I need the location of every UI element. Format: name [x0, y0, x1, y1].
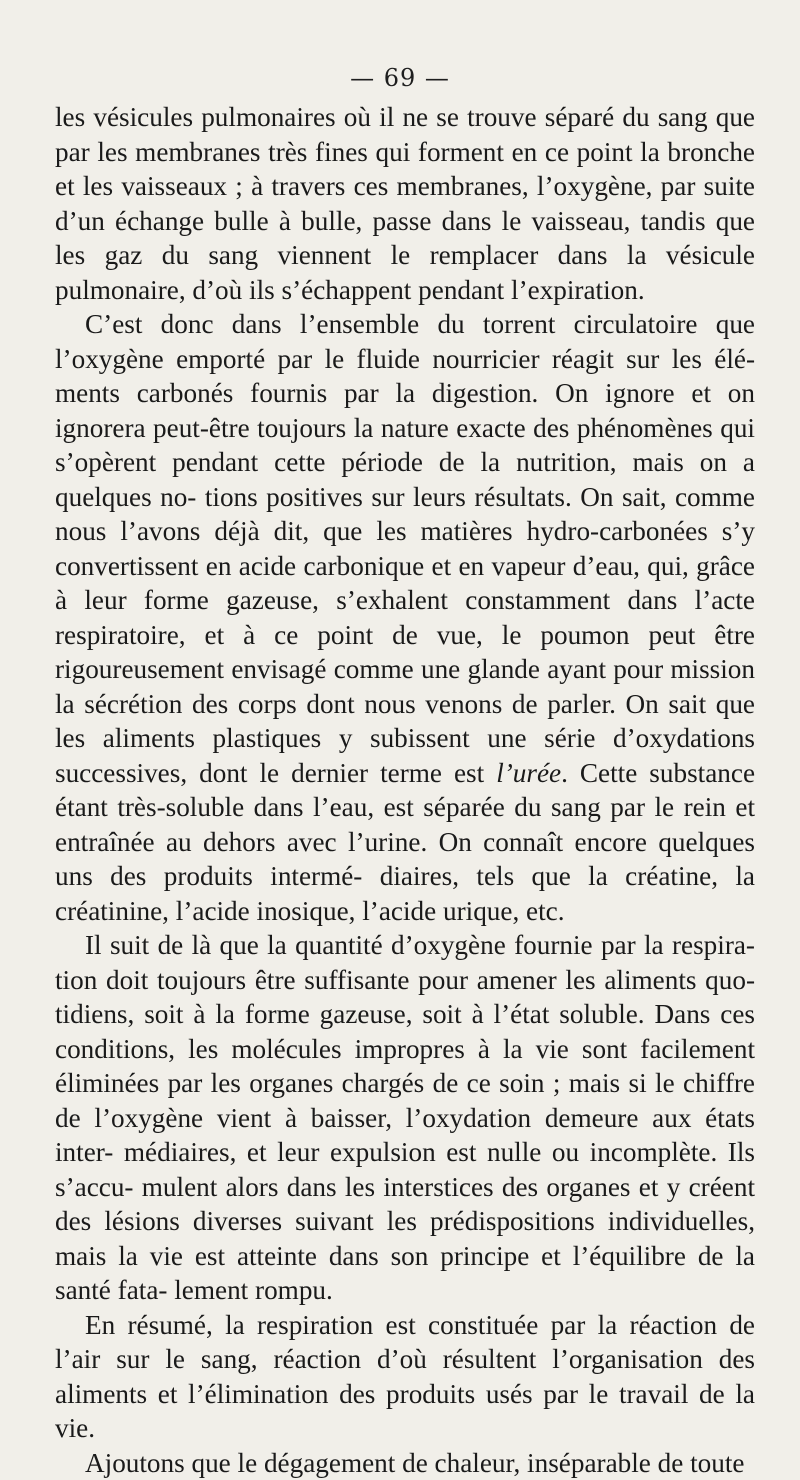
paragraph-2-continuation: . Cette substance étant très-soluble dans l’eau, est séparée du sang par le rein et entraînée au dehors avec l’urine. On connaît encore quelques uns des produits intermé- diaires, tels que la créatine, la créatinine, l’acide inosique, l’acide urique, etc. — [55, 758, 755, 926]
paragraph-2 — [55, 307, 755, 928]
page-number: — 69 — — [0, 64, 800, 92]
paragraph-5: Ajoutons que le dégagement de chaleur, inséparable de toute — [55, 1446, 755, 1480]
paragraph-2-text: C’est donc dans l’ensemble du torrent circulatoire que l’oxygène emporté par le fluide nourricier réagit sur les élé- ments carbonés fournis par la digestion. On ignore et on ignorera peut-être toujours la nature exacte des phénomènes qui s’opèrent pendant cette période de la nutrition, mais on a quelques no- tions positives sur leurs résultats. On sait, comme nous l’avons déjà dit, que les matières hydro-carbonées s’y convertissent en acide carbonique et en vapeur d’eau, qui, grâce à leur forme gazeuse, s’exhalent constamment dans l’acte respiratoire, et à ce point de vue, le poumon peut être rigoureusement envisagé comme une glande ayant pour mission la sécrétion des corps dont nous venons de parler. On sait que les aliments plastiques y subissent une série d’oxydations successives, dont le dernier terme est — [55, 309, 755, 788]
body-text — [55, 100, 755, 1480]
italic-term-uree: l’urée — [496, 758, 561, 788]
paragraph-4: En résumé, la respiration est constituée par la réaction de l’air sur le sang, réaction d’où résultent l’organisation des aliments et l’élimination des produits usés par le travail de la vie. — [55, 1308, 755, 1446]
paragraph-1: les vésicules pulmonaires où il ne se trouve séparé du sang que par les membranes très fines qui forment en ce point la bronche et les vaisseaux ; à travers ces membranes, l’oxygène, par suite d’un échange bulle à bulle, passe dans le vaisseau, tandis que les gaz du sang viennent le remplacer dans la vésicule pulmonaire, d’où ils s’échappent pendant l’expiration. — [55, 100, 755, 307]
paragraph-3: Il suit de là que la quantité d’oxygène fournie par la respira- tion doit toujours être suffisante pour amener les aliments quo- tidiens, soit à la forme gazeuse, soit à l’état soluble. Dans ces conditions, les molécules impropres à la vie sont facilement éliminées par les organes chargés de ce soin ; mais si le chiffre de l’oxygène vient à baisser, l’oxydation demeure aux états inter- médiaires, et leur expulsion est nulle ou incomplète. Ils s’accu- mulent alors dans les interstices des organes et y créent des lésions diverses suivant les prédispositions individuelles, mais la vie est atteinte dans son principe et l’équilibre de la santé fata- lement rompu. — [55, 928, 755, 1308]
